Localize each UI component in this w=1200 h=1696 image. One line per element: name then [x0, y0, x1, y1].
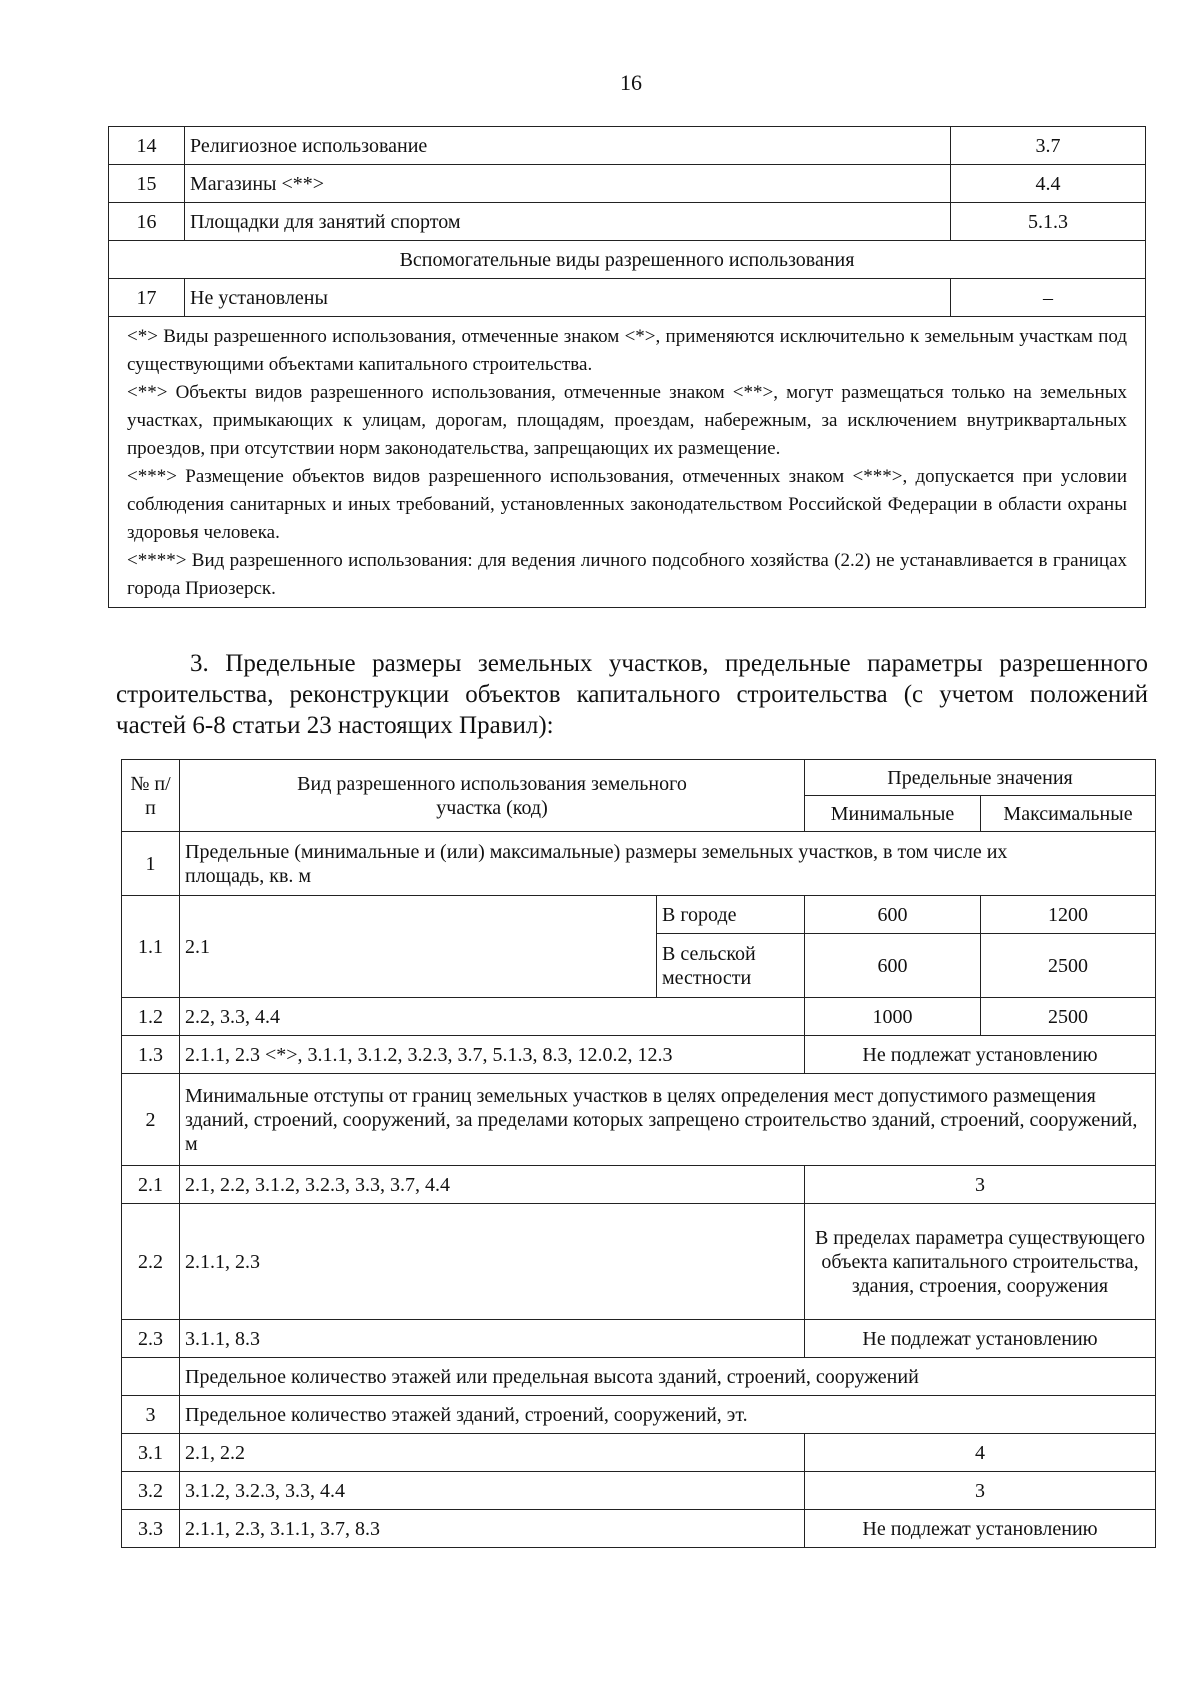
- table-row: [122, 1320, 1156, 1358]
- row-number: 3: [122, 1396, 180, 1434]
- footnote: <***> Размещение объектов видов разрешенного использования, отмеченных знаком <***>, допускается при условии соблюдения санитарных и иных требований, установленных законодательством Российской Федерации в области охраны здоровья человека.: [127, 466, 1127, 543]
- row-number: 3.1: [122, 1434, 180, 1472]
- col-header-min: Минимальные: [805, 796, 981, 832]
- row-number: 16: [109, 203, 185, 241]
- use-name: Не установлены: [185, 279, 951, 317]
- section-heading: [116, 648, 1148, 741]
- use-codes: 2.1.1, 2.3: [180, 1204, 805, 1320]
- use-codes: 3.1.1, 8.3: [180, 1320, 805, 1358]
- footnotes: [109, 317, 1146, 608]
- section-text: Предельное количество этажей или предельная высота зданий, строений, сооружений: [180, 1358, 1156, 1396]
- col-header-type: Вид разрешенного использования земельного участка (код): [180, 760, 805, 832]
- limits-table: [121, 759, 1156, 1548]
- location-label: В сельской местности: [657, 934, 805, 998]
- min-value: 600: [805, 934, 981, 998]
- table-row: [122, 1036, 1156, 1074]
- use-codes: 2.1.1, 2.3 <*>, 3.1.1, 3.1.2, 3.2.3, 3.7, 5.1.3, 8.3, 12.0.2, 12.3: [180, 1036, 805, 1074]
- row-number: 1.3: [122, 1036, 180, 1074]
- location-label: В городе: [657, 896, 805, 934]
- notes-row: [109, 317, 1146, 608]
- table-row: [122, 1166, 1156, 1204]
- row-number: 2.2: [122, 1204, 180, 1320]
- row-number: 1: [122, 832, 180, 896]
- use-codes: 2.1, 2.2, 3.1.2, 3.2.3, 3.3, 3.7, 4.4: [180, 1166, 805, 1204]
- table-row: [122, 1434, 1156, 1472]
- use-code: 3.7: [951, 127, 1146, 165]
- max-value: 1200: [981, 896, 1156, 934]
- max-value: 2500: [981, 934, 1156, 998]
- permitted-uses-table: [108, 126, 1146, 608]
- max-value: 2500: [981, 998, 1156, 1036]
- value: 3: [805, 1166, 1156, 1204]
- section-row: [122, 1074, 1156, 1166]
- row-number: 2.3: [122, 1320, 180, 1358]
- row-number: 1.2: [122, 998, 180, 1036]
- use-codes: 3.1.2, 3.2.3, 3.3, 4.4: [180, 1472, 805, 1510]
- row-number: 2.1: [122, 1166, 180, 1204]
- value: Не подлежат установлению: [805, 1510, 1156, 1548]
- section-text: Минимальные отступы от границ земельных участков в целях определения мест допустимого размещения зданий, строений, сооружений, за пределами которых запрещено строительство зданий, строений, сооружений, м: [180, 1074, 1156, 1166]
- row-number: 15: [109, 165, 185, 203]
- value: В пределах параметра существующего объекта капитального строительства, здания, строения, сооружения: [805, 1204, 1156, 1320]
- row-number: 14: [109, 127, 185, 165]
- table-row: [109, 203, 1146, 241]
- use-name: Магазины <**>: [185, 165, 951, 203]
- use-code: 4.4: [951, 165, 1146, 203]
- min-value: 1000: [805, 998, 981, 1036]
- section-row: [122, 1358, 1156, 1396]
- table-row: [122, 896, 1156, 934]
- table-row: [122, 1204, 1156, 1320]
- row-number: 3.3: [122, 1510, 180, 1548]
- table-row: [122, 1510, 1156, 1548]
- use-code: 5.1.3: [951, 203, 1146, 241]
- value: 3: [805, 1472, 1156, 1510]
- section-text: Предельное количество этажей зданий, строений, сооружений, эт.: [180, 1396, 1156, 1434]
- min-value: 600: [805, 896, 981, 934]
- row-number-empty: [122, 1358, 180, 1396]
- footnote: <*> Виды разрешенного использования, отмеченные знаком <*>, применяются исключительно к земельным участкам под существующими объектами капитального строительства.: [127, 326, 1127, 375]
- header-row: [122, 760, 1156, 796]
- use-code: –: [951, 279, 1146, 317]
- footnote: <****> Вид разрешенного использования: для ведения личного подсобного хозяйства (2.2) не устанавливается в границах города Приозерск.: [127, 550, 1127, 599]
- value: 4: [805, 1434, 1156, 1472]
- value: Не подлежат установлению: [805, 1320, 1156, 1358]
- section-heading-text: 3. Предельные размеры земельных участков, предельные параметры разрешенного строительства, реконструкции объектов капитального строительства (с учетом положений частей 6-8 статьи 23 настоящих Правил):: [116, 650, 1148, 739]
- table-row: [122, 1472, 1156, 1510]
- aux-uses-header: Вспомогательные виды разрешенного использования: [109, 241, 1146, 279]
- use-codes: 2.1.1, 2.3, 3.1.1, 3.7, 8.3: [180, 1510, 805, 1548]
- section-row: [122, 1396, 1156, 1434]
- table-row: [109, 127, 1146, 165]
- value: Не подлежат установлению: [805, 1036, 1156, 1074]
- table-row: [109, 279, 1146, 317]
- section-row: [122, 832, 1156, 896]
- section-text: Предельные (минимальные и (или) максимальные) размеры земельных участков, в том числе их площадь, кв. м: [180, 832, 1156, 896]
- row-number: 1.1: [122, 896, 180, 998]
- footnote: <**> Объекты видов разрешенного использования, отмеченные знаком <**>, могут размещаться только на земельных участках, примыкающих к улицам, дорогам, площадям, проездам, набережным, за исключением внутриквартальных проездов, при отсутствии норм законодательства, запрещающих их размещение.: [127, 382, 1127, 459]
- table-row: [122, 998, 1156, 1036]
- page-number: 16: [620, 70, 642, 95]
- col-header-limits: Предельные значения: [805, 760, 1156, 796]
- table-subheader-row: [109, 241, 1146, 279]
- table-row: [109, 165, 1146, 203]
- row-number: 17: [109, 279, 185, 317]
- use-name: Религиозное использование: [185, 127, 951, 165]
- col-header-max: Максимальные: [981, 796, 1156, 832]
- col-header-num: № п/п: [122, 760, 180, 832]
- row-number: 3.2: [122, 1472, 180, 1510]
- use-codes: 2.1, 2.2: [180, 1434, 805, 1472]
- row-number: 2: [122, 1074, 180, 1166]
- use-codes: 2.2, 3.3, 4.4: [180, 998, 805, 1036]
- use-name: Площадки для занятий спортом: [185, 203, 951, 241]
- use-codes: 2.1: [180, 896, 657, 998]
